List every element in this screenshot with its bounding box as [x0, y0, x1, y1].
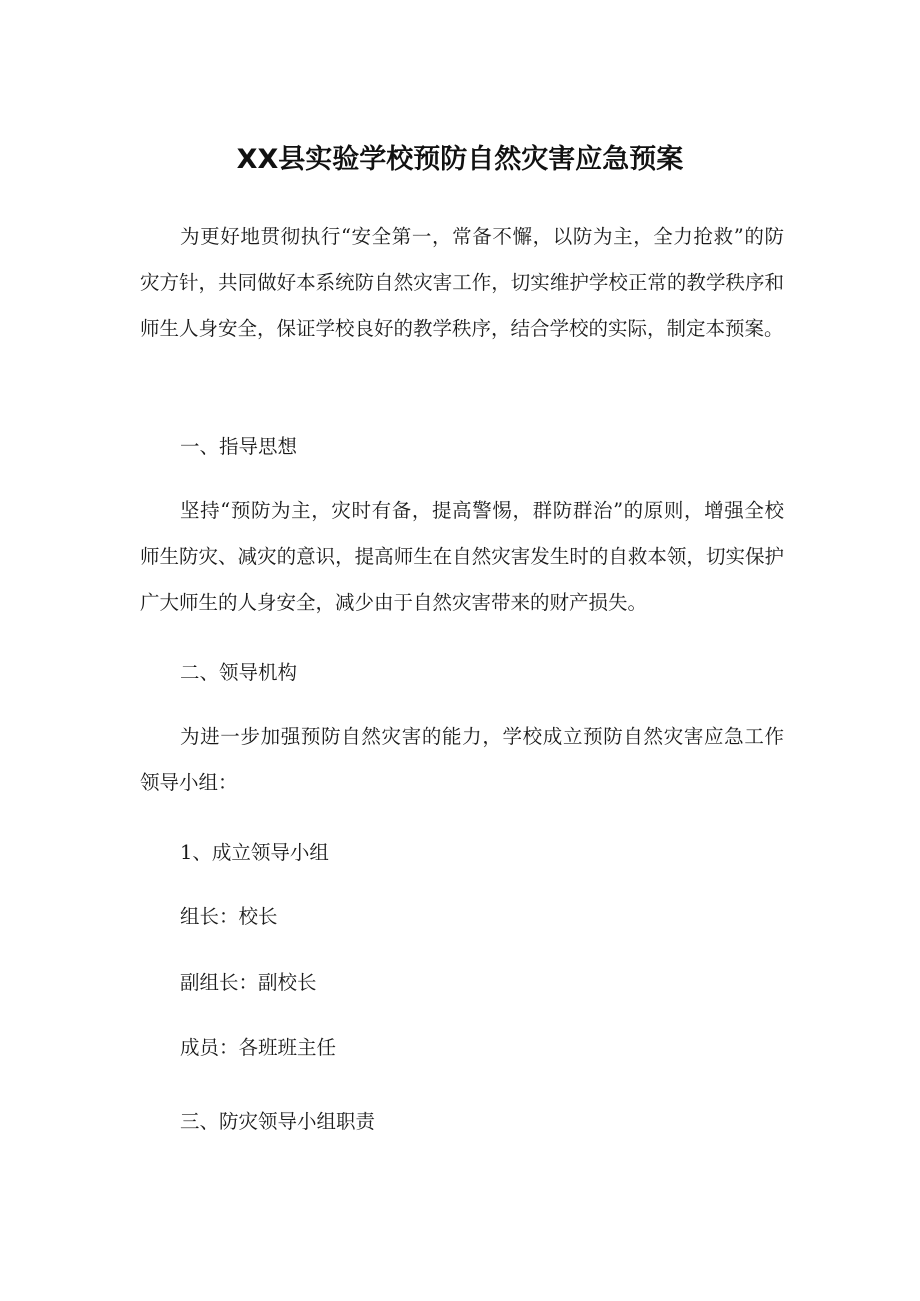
item-heading-form-group: 1、成立领导小组 [180, 841, 329, 864]
deputy-leader-line: 副组长：副校长 [180, 971, 317, 994]
section-heading-duties: 三、防灾领导小组职责 [180, 1110, 376, 1133]
section-heading-leadership: 二、领导机构 [180, 661, 298, 684]
section-heading-guiding-principle: 一、指导思想 [180, 435, 298, 458]
intro-paragraph: 为更好地贯彻执行“安全第一，常备不懈，以防为主，全力抢救”的防灾方针，共同做好本系统防自然灾害工作，切实维护学校正常的教学秩序和师生人身安全，保证学校良好的教学秩序，结合学校的实际，制定本预案。 [140, 225, 784, 340]
members-line: 成员：各班班主任 [180, 1036, 337, 1059]
group-leader-line: 组长：校长 [180, 905, 278, 928]
guiding-principle-paragraph: 坚持“预防为主，灾时有备，提高警惕，群防群治”的原则，增强全校师生防灾、减灾的意识，提高师生在自然灾害发生时的自救本领，切实保护广大师生的人身安全，减少由于自然灾害带来的财产损失。 [140, 499, 784, 614]
document-title: XX县实验学校预防自然灾害应急预案 [236, 144, 684, 175]
leadership-paragraph: 为进一步加强预防自然灾害的能力，学校成立预防自然灾害应急工作领导小组： [140, 725, 784, 794]
